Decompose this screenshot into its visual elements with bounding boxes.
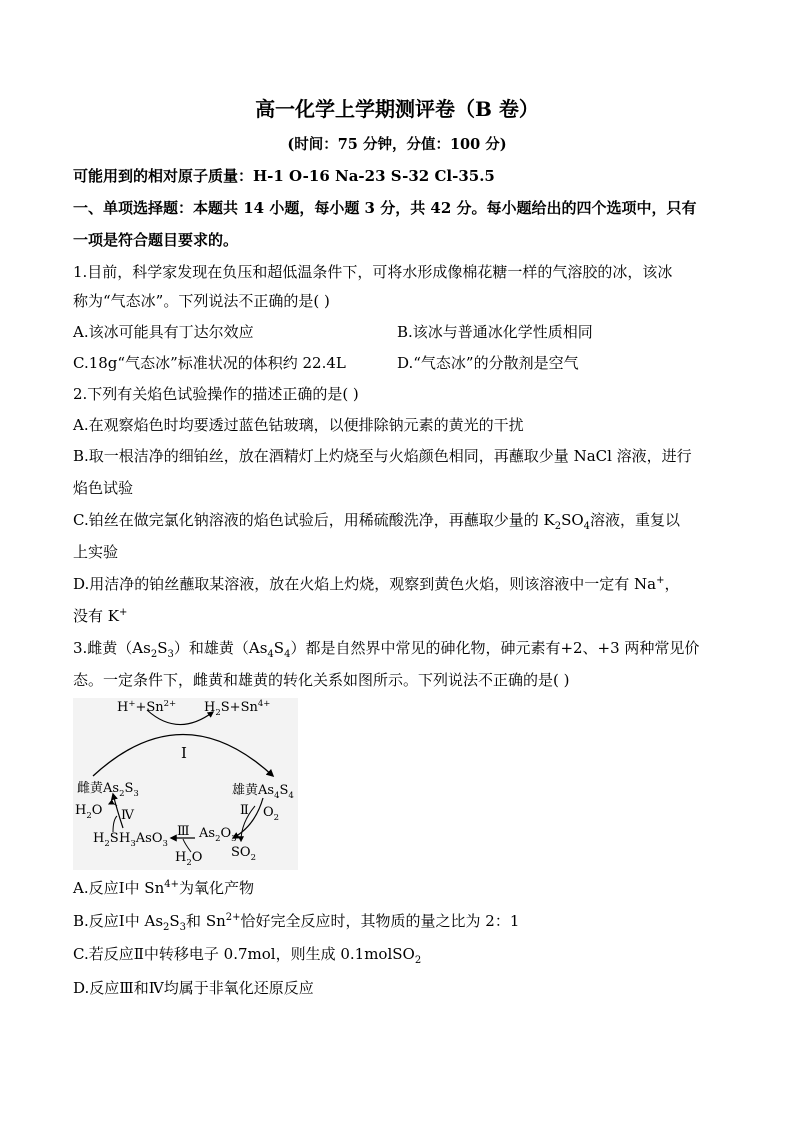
conversion-cycle-svg [73, 698, 298, 870]
roman-numeral-3: Ⅲ [177, 824, 190, 839]
exam-info: (时间：75 分钟，分值：100 分) [287, 136, 507, 153]
q3-stem-line2: 态。一定条件下，雌黄和雄黄的转化关系如图所示。下列说法不正确的是( ) [73, 671, 570, 689]
q3-stem-line1: 3.雌黄$(As_2S_3)$和雄黄$(As_4S_4)$都是自然界中常见的砷化物，砷元素有+2、+3 两种常见价 [73, 639, 700, 660]
q2-stem: 2.下列有关焰色试验操作的描述正确的是( ) [73, 385, 359, 403]
reactants-label: $H^++Sn^{2+}$ [117, 699, 177, 715]
q1-option-d: D.“气态冰”的分散剂是空气 [397, 354, 579, 372]
oxygen-label: $O_2$ [263, 805, 280, 823]
q2-option-d-line2: 没有 K+ [73, 607, 128, 625]
roman-numeral-2: Ⅱ [240, 803, 249, 818]
q2-option-b-line1: B.取一根洁净的细铂丝，放在酒精灯上灼烧至与火焰颜色相同，再蘸取少量 NaCl 溶液，进行 [73, 447, 692, 465]
q2-option-c-line1: C.铂丝在做完氯化钠溶液的焰色试验后，用稀硫酸洗净，再蘸取少量的 $K_2SO_4$溶液，重复以 [73, 511, 681, 532]
q1-option-b: B.该冰与普通冰化学性质相同 [397, 323, 593, 341]
q1-option-c: C.18g“气态冰”标准状况的体积约 22.4L [73, 354, 346, 372]
q3-option-b: B.反应Ⅰ中 $As_2S_3$和 $Sn^{2+}$恰好完全反应时，其物质的量之比为 2：1 [73, 912, 520, 933]
q2-option-b-line2: 焰色试验 [73, 479, 134, 497]
water-reactant-label: $H_2O$ [175, 850, 203, 868]
products-label: $H_2S+Sn^{4+}$ [204, 699, 271, 718]
h2s-input-line [113, 816, 117, 832]
realgar-label: 雄黄$As_4S_4$ [232, 783, 294, 801]
q1-stem-line2: 称为“气态冰”。下列说法不正确的是( ) [73, 292, 330, 310]
arsenic-conversion-diagram [73, 698, 298, 870]
h2s-label: $H_2S$ [93, 831, 119, 849]
q1-stem-line1: 1.目前，科学家发现在负压和超低温条件下，可将水形成像棉花糖一样的气溶胶的冰，该冰 [73, 263, 673, 281]
atomic-masses: 可能用到的相对原子质量：H-1 O-16 Na-23 S-32 Cl-35.5 [73, 167, 495, 185]
water-product-label: $H_2O$ [75, 803, 103, 821]
orpiment-label: 雌黄$As_2S_3$ [77, 781, 139, 799]
page-title: 高一化学上学期测评卷（B 卷） [255, 97, 539, 121]
section-heading-line1: 一、单项选择题：本题共 14 小题，每小题 3 分，共 42 分。每小题给出的四个选项中，只有 [73, 199, 697, 217]
q2-option-a: A.在观察焰色时均要透过蓝色钴玻璃，以便排除钠元素的黄光的干扰 [73, 416, 524, 434]
arsenous-acid-label: $H_3AsO_3$ [119, 831, 168, 849]
roman-numeral-1: Ⅰ [181, 744, 187, 762]
arsenic-trioxide-label: $As_2O_3$ [199, 826, 237, 844]
roman-numeral-4: Ⅳ [121, 808, 134, 823]
q1-option-a: A.该冰可能具有丁达尔效应 [73, 323, 254, 341]
q2-option-c-line2: 上实验 [73, 543, 119, 561]
q3-option-d: D.反应Ⅲ和Ⅳ均属于非氧化还原反应 [73, 979, 314, 997]
q2-option-d-line1: D.用洁净的铂丝蘸取某溶液，放在火焰上灼烧，观察到黄色火焰，则该溶液中一定有 Na+， [73, 575, 680, 593]
sulfur-dioxide-label: $SO_2$ [231, 845, 256, 863]
q3-option-c: C.若反应Ⅱ中转移电子 0.7mol，则生成 0.1molSO$_2$ [73, 945, 422, 966]
section-heading-line2: 一项是符合题目要求的。 [73, 231, 239, 249]
q3-option-a: A.反应Ⅰ中 $Sn^{4+}$为氧化产物 [73, 879, 254, 897]
